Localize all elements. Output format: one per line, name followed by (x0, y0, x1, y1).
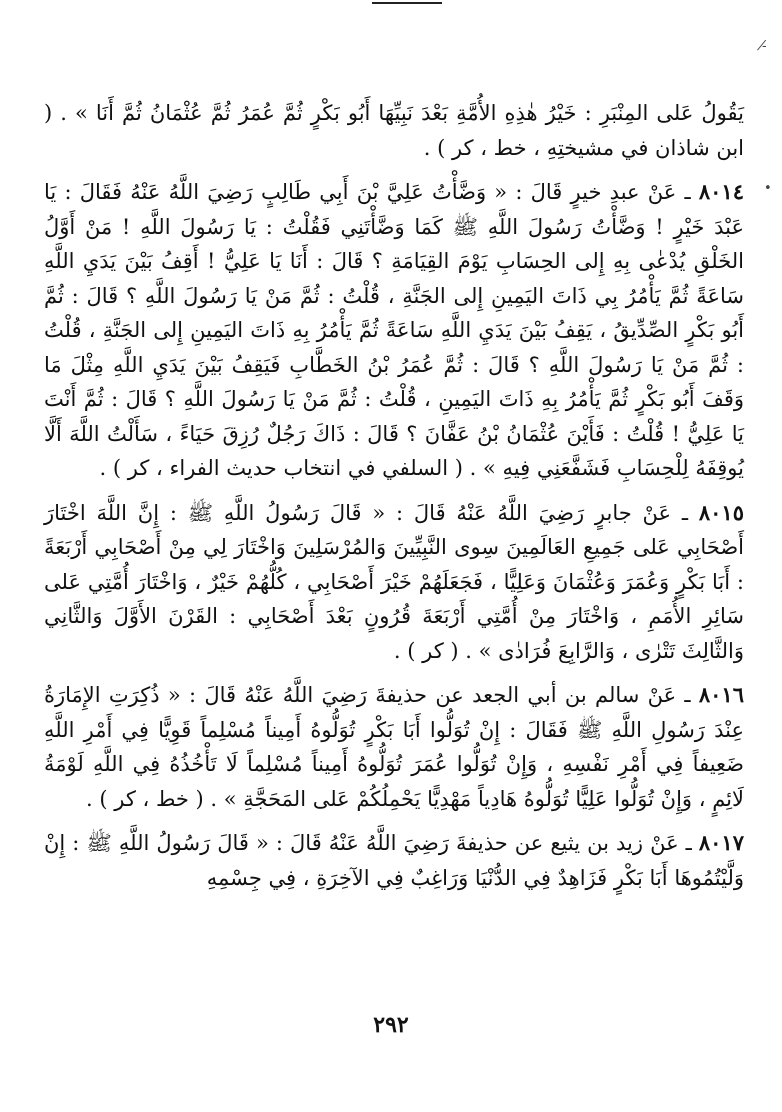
hadith-text: ـ عَنْ سالم بن أبي الجعد عن حذيفةَ رَضِيَ اللَّهُ عَنْهُ قَالَ : « ذُكِرَتِ الإِمَارَةُ عِنْدَ رَسُولِ اللَّهِ ﷺ فَقَالَ : إِنْ تُوَلُّوا أَبَا بَكْرٍ تُوَلُّوهُ أَمِيناً مُسْلِماً قَوِيًّا فِي أَمْرِ اللَّهِ ضَعِيفاً فِي أَمْرِ نَفْسِهِ ، وَإِنْ تُوَلُّوا عُمَرَ تُوَلُّوهُ أَمِيناً مُسْلِماً لَا تَأْخُذُهُ فِي اللَّهِ لَوْمَةُ لَائِمٍ ، وَإِنْ تُوَلُّوا عَلِيًّا تُوَلُّوهُ هَادِياً مَهْدِيًّا يَحْمِلُكُمْ عَلى المَحَجَّةِ » . ( خط ، كر ) . (44, 683, 744, 811)
edge-mark: ‐̸ (762, 39, 767, 54)
paragraph (44, 496, 744, 669)
paragraph (44, 678, 744, 816)
hadith-text: ـ عَنْ زيد بن يثيع عن حذيفةَ رَضِيَ اللَّهُ عَنْهُ قَالَ : « قَالَ رَسُولُ اللَّهِ ﷺ : إِنْ وَلَّيْتُمُوهَا أَبَا بَكْرٍ فَزَاهِدٌ فِي الدُّنْيَا وَرَاغِبٌ فِي الآخِرَةِ ، فِي جِسْمِهِ (44, 831, 744, 890)
hadith-text: ـ عَنْ جابرٍ رَضِيَ اللَّهُ عَنْهُ قَالَ : « قَالَ رَسُولُ اللَّهِ ﷺ : إِنَّ اللَّهَ اخْتَارَ أَصْحَابِي عَلى جَمِيعِ العَالَمِينَ سِوى النَّبِيِّينَ وَالمُرْسَلِينَ وَاخْتَارَ لِي مِنْ أَصْحَابِي أَرْبَعَةً : أَبَا بَكْرٍ وَعُمَرَ وَعُثْمَانَ وَعَلِيًّا ، فَجَعَلَهُمْ خَيْرَ أَصْحَابِي ، كُلُّهُمْ خَيْرٌ ، وَاخْتَارَ أُمَّتِي عَلى سَائِرِ الأُمَمِ ، وَاخْتَارَ مِنْ أُمَّتِي أَرْبَعَةَ قُرُونٍ بَعْدَ أَصْحَابِي : القَرْنَ الأَوَّلَ وَالثَّانِي وَالثَّالِثَ تَتْرٰى ، وَالرَّابِعَ فُرَادٰى » . ( كر ) . (44, 500, 744, 663)
hadith-text: يَقُولُ عَلى المِنْبَرِ : خَيْرُ هٰذِهِ الأُمَّةِ بَعْدَ نَبِيِّهَا أَبُو بَكْرٍ ثُمَّ عُمَرُ ثُمَّ عُثْمَانُ ثُمَّ أَنَا » . ( ابن شاذان في مشيختِهِ ، خط ، كر ) . (44, 101, 744, 160)
paragraph (44, 175, 744, 486)
paragraph (44, 826, 744, 895)
page-body (44, 96, 744, 905)
paragraph (44, 96, 744, 165)
hadith-number: ٨٠١٤ (698, 179, 744, 204)
hadith-number: ٨٠١٥ (698, 499, 744, 525)
hadith-number: ٨٠١٧ (698, 830, 744, 855)
hadith-number: ٨٠١٦ (698, 682, 744, 707)
top-rule (372, 2, 442, 4)
page-number: ٢٩٢ (373, 1012, 409, 1038)
hadith-text: ـ عَنْ عبدِ خيرٍ قَالَ : « وَضَّأْتُ عَلِيَّ بْنَ أَبِي طَالِبٍ رَضِيَ اللَّهُ عَنْهُ فَقَالَ : يَا عَبْدَ خَيْرٍ ! وَضَّأْتُ رَسُولَ اللَّهِ ﷺ كَمَا وَضَّأْتَنِي فَقُلْتُ : يَا رَسُولَ اللَّهِ ! مَنْ أَوَّلُ الخَلْقِ يُدْعٰى بِهِ إِلى الحِسَابِ يَوْمَ القِيَامَةِ ؟ قَالَ : أَنَا يَا عَلِيُّ ! أَقِفُ بَيْنَ يَدَيِ اللَّهِ سَاعَةً ثُمَّ يَأْمُرُ بِي ذَاتَ اليَمِينِ إِلى الجَنَّةِ ، قُلْتُ : ثُمَّ مَنْ يَا رَسُولَ اللَّهِ ؟ قَالَ : ثُمَّ أَبُو بَكْرٍ الصِّدِّيقُ ، يَقِفُ بَيْنَ يَدَيِ اللَّهِ سَاعَةً ثُمَّ يَأْمُرُ بِهِ ذَاتَ اليَمِينِ إِلى الجَنَّةِ ، قُلْتُ : ثُمَّ مَنْ يَا رَسُولَ اللَّهِ ؟ قَالَ : ثُمَّ عُمَرُ بْنُ الخَطَّابِ فَيَقِفُ بَيْنَ يَدَيِ اللَّهِ مِثْلَ مَا وَقَفَ أَبُو بَكْرٍ ثُمَّ يَأْمُرُ بِهِ ذَاتَ اليَمِينِ ، قُلْتُ : ثُمَّ مَنْ يَا رَسُولَ اللَّهِ ؟ قَالَ : ثُمَّ أَنْتَ يَا عَلِيُّ ! قُلْتُ : فَأَيْنَ عُثْمَانُ بْنُ عَفَّانَ ؟ قَالَ : ذَاكَ رَجُلٌ رُزِقَ حَيَاءً ، سَأَلْتُ اللَّهَ أَلَّا يُوقِفَهُ لِلْحِسَابِ فَشَفَّعَنِي فِيهِ » . ( السلفي في انتخاب حديث الفراء ، كر ) . (44, 180, 744, 480)
edge-mark: • (764, 181, 772, 196)
